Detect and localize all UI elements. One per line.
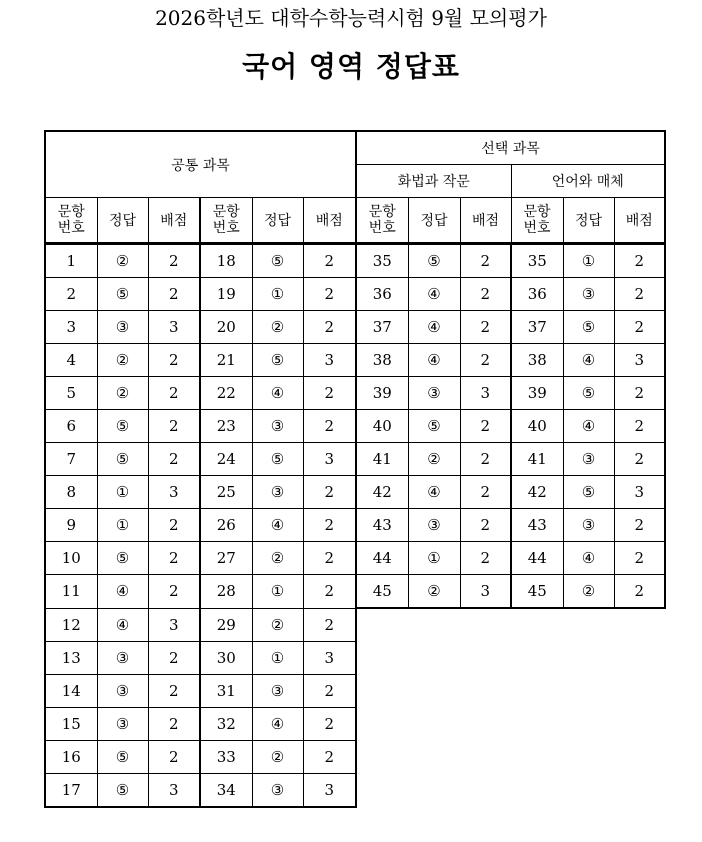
question-number-cell: 18 [200, 244, 252, 278]
answer-cell: ④ [408, 311, 460, 344]
score-cell: 2 [614, 278, 665, 311]
score-cell: 3 [303, 443, 356, 476]
elective-b-header: 언어와 매체 [511, 165, 665, 198]
question-number-cell: 38 [356, 344, 408, 377]
question-number-cell: 32 [200, 707, 252, 740]
table-row [45, 575, 665, 609]
score-cell: 2 [303, 542, 356, 575]
answer-cell: ② [97, 377, 148, 410]
question-number-cell: 41 [511, 443, 563, 476]
question-number-cell: 7 [45, 443, 97, 476]
answer-cell: ⑤ [563, 377, 614, 410]
empty-cell [408, 740, 460, 773]
answer-cell: ① [563, 244, 614, 278]
empty-cell [460, 674, 511, 707]
column-header-answer: 정답 [408, 198, 460, 244]
empty-cell [356, 707, 408, 740]
empty-cell [460, 773, 511, 807]
score-cell: 2 [148, 443, 200, 476]
question-number-cell: 4 [45, 344, 97, 377]
score-cell: 3 [303, 641, 356, 674]
score-cell: 2 [303, 244, 356, 278]
question-number-cell: 38 [511, 344, 563, 377]
empty-cell [408, 641, 460, 674]
score-cell: 2 [614, 542, 665, 575]
question-number-cell: 37 [356, 311, 408, 344]
elective-subject-header: 선택 과목 [356, 131, 665, 165]
answer-cell: ③ [97, 311, 148, 344]
question-number-cell: 11 [45, 575, 97, 609]
score-cell: 2 [614, 575, 665, 609]
empty-cell [356, 641, 408, 674]
question-number-cell: 27 [200, 542, 252, 575]
question-number-cell: 39 [356, 377, 408, 410]
score-cell: 2 [614, 244, 665, 278]
table-row [45, 542, 665, 575]
column-header-score: 배점 [303, 198, 356, 244]
score-cell: 2 [148, 575, 200, 609]
column-header-answer: 정답 [252, 198, 303, 244]
empty-cell [460, 707, 511, 740]
score-cell: 3 [460, 377, 511, 410]
question-number-cell: 40 [356, 410, 408, 443]
question-number-cell: 40 [511, 410, 563, 443]
answer-cell: ④ [252, 377, 303, 410]
empty-cell [408, 608, 460, 641]
table-row [45, 344, 665, 377]
answer-cell: ③ [252, 410, 303, 443]
question-number-cell: 17 [45, 773, 97, 807]
score-cell: 2 [614, 377, 665, 410]
answer-cell: ⑤ [252, 443, 303, 476]
score-cell: 2 [460, 311, 511, 344]
answer-cell: ① [252, 575, 303, 609]
table-row [45, 773, 665, 807]
column-header-question-number [200, 198, 252, 244]
score-cell: 2 [148, 674, 200, 707]
empty-cell [563, 773, 614, 807]
score-cell: 2 [303, 377, 356, 410]
answer-cell: ⑤ [252, 244, 303, 278]
question-number-cell: 8 [45, 476, 97, 509]
question-number-cell: 28 [200, 575, 252, 609]
empty-cell [614, 608, 665, 641]
score-cell: 2 [148, 740, 200, 773]
answer-cell: ④ [563, 542, 614, 575]
column-header-question-number-line1: 문항 [212, 204, 240, 220]
column-header-question-number [356, 198, 408, 244]
empty-cell [408, 674, 460, 707]
score-cell: 2 [148, 542, 200, 575]
answer-body [45, 244, 665, 807]
question-number-cell: 22 [200, 377, 252, 410]
column-header-question-number-line1: 문항 [368, 204, 396, 220]
score-cell: 2 [460, 410, 511, 443]
question-number-cell: 43 [356, 509, 408, 542]
question-number-cell: 42 [356, 476, 408, 509]
empty-cell [614, 707, 665, 740]
table-row [45, 674, 665, 707]
score-cell: 2 [614, 443, 665, 476]
answer-cell: ④ [563, 344, 614, 377]
answer-cell: ④ [408, 344, 460, 377]
column-header-score: 배점 [148, 198, 200, 244]
empty-cell [356, 773, 408, 807]
question-number-cell: 45 [356, 575, 408, 609]
answer-cell: ⑤ [97, 740, 148, 773]
answer-cell: ⑤ [252, 344, 303, 377]
empty-cell [563, 674, 614, 707]
answer-cell: ② [252, 542, 303, 575]
score-cell: 2 [303, 410, 356, 443]
score-cell: 2 [148, 344, 200, 377]
question-number-cell: 26 [200, 509, 252, 542]
score-cell: 2 [148, 410, 200, 443]
answer-cell: ③ [97, 641, 148, 674]
question-number-cell: 12 [45, 608, 97, 641]
empty-cell [511, 740, 563, 773]
answer-cell: ① [97, 509, 148, 542]
question-number-cell: 10 [45, 542, 97, 575]
common-subject-header: 공통 과목 [45, 131, 356, 198]
column-header-question-number-line1: 문항 [523, 204, 551, 220]
answer-cell: ③ [252, 674, 303, 707]
score-cell: 3 [148, 608, 200, 641]
score-cell: 2 [303, 509, 356, 542]
question-number-cell: 2 [45, 278, 97, 311]
empty-cell [356, 740, 408, 773]
question-number-cell: 36 [511, 278, 563, 311]
table-row [45, 509, 665, 542]
answer-cell: ④ [252, 509, 303, 542]
score-cell: 2 [148, 509, 200, 542]
answer-cell: ④ [97, 608, 148, 641]
answer-cell: ⑤ [408, 244, 460, 278]
question-number-cell: 5 [45, 377, 97, 410]
empty-cell [614, 773, 665, 807]
answer-cell: ③ [408, 509, 460, 542]
answer-cell: ⑤ [97, 443, 148, 476]
answer-cell: ⑤ [97, 278, 148, 311]
answer-cell: ① [97, 476, 148, 509]
score-cell: 3 [614, 344, 665, 377]
answer-cell: ③ [408, 377, 460, 410]
question-number-cell: 1 [45, 244, 97, 278]
score-cell: 3 [614, 476, 665, 509]
answer-cell: ② [97, 344, 148, 377]
empty-cell [614, 740, 665, 773]
score-cell: 2 [460, 244, 511, 278]
column-header-question-number [45, 198, 97, 244]
question-number-cell: 45 [511, 575, 563, 609]
answer-cell: ③ [563, 278, 614, 311]
column-header-row [45, 198, 665, 244]
column-header-answer: 정답 [563, 198, 614, 244]
empty-cell [408, 773, 460, 807]
column-header-question-number-line1: 문항 [57, 204, 85, 220]
empty-cell [356, 674, 408, 707]
score-cell: 2 [460, 542, 511, 575]
table-row [45, 641, 665, 674]
elective-a-header: 화법과 작문 [356, 165, 511, 198]
empty-cell [511, 608, 563, 641]
answer-cell: ③ [252, 476, 303, 509]
empty-cell [460, 740, 511, 773]
question-number-cell: 24 [200, 443, 252, 476]
empty-cell [614, 641, 665, 674]
question-number-cell: 13 [45, 641, 97, 674]
answer-cell: ⑤ [408, 410, 460, 443]
answer-cell: ② [97, 244, 148, 278]
answer-cell: ① [408, 542, 460, 575]
score-cell: 2 [303, 575, 356, 609]
score-cell: 3 [148, 773, 200, 807]
score-cell: 2 [614, 410, 665, 443]
score-cell: 2 [303, 674, 356, 707]
score-cell: 2 [148, 641, 200, 674]
exam-subtitle: 2026학년도 대학수학능력시험 9월 모의평가 [155, 6, 547, 30]
question-number-cell: 31 [200, 674, 252, 707]
answer-table [44, 130, 666, 808]
score-cell: 3 [148, 311, 200, 344]
empty-cell [511, 707, 563, 740]
table-row [45, 443, 665, 476]
table-row [45, 476, 665, 509]
answer-cell: ① [252, 278, 303, 311]
question-number-cell: 30 [200, 641, 252, 674]
question-number-cell: 37 [511, 311, 563, 344]
score-cell: 2 [303, 476, 356, 509]
score-cell: 2 [303, 707, 356, 740]
column-header-question-number-line2: 번호 [212, 220, 240, 236]
column-header-question-number-line2: 번호 [523, 220, 551, 236]
score-cell: 2 [148, 707, 200, 740]
answer-cell: ② [252, 740, 303, 773]
question-number-cell: 36 [356, 278, 408, 311]
question-number-cell: 15 [45, 707, 97, 740]
score-cell: 2 [614, 509, 665, 542]
table-row [45, 608, 665, 641]
question-number-cell: 9 [45, 509, 97, 542]
score-cell: 2 [303, 740, 356, 773]
empty-cell [563, 740, 614, 773]
question-number-cell: 29 [200, 608, 252, 641]
question-number-cell: 16 [45, 740, 97, 773]
table-row [45, 740, 665, 773]
question-number-cell: 34 [200, 773, 252, 807]
empty-cell [511, 773, 563, 807]
column-header-question-number [511, 198, 563, 244]
table-row [45, 244, 665, 278]
answer-cell: ② [563, 575, 614, 609]
answer-cell: ⑤ [563, 311, 614, 344]
score-cell: 2 [303, 311, 356, 344]
answer-cell: ② [252, 311, 303, 344]
table-row [45, 410, 665, 443]
question-number-cell: 35 [511, 244, 563, 278]
question-number-cell: 35 [356, 244, 408, 278]
score-cell: 3 [303, 773, 356, 807]
answer-cell: ④ [97, 575, 148, 609]
answer-cell: ② [252, 608, 303, 641]
answer-cell: ④ [408, 476, 460, 509]
score-cell: 2 [148, 278, 200, 311]
answer-cell: ③ [563, 509, 614, 542]
table-row [45, 707, 665, 740]
empty-cell [563, 707, 614, 740]
answer-cell: ④ [252, 707, 303, 740]
question-number-cell: 21 [200, 344, 252, 377]
question-number-cell: 44 [511, 542, 563, 575]
answer-cell: ④ [563, 410, 614, 443]
question-number-cell: 14 [45, 674, 97, 707]
question-number-cell: 43 [511, 509, 563, 542]
question-number-cell: 33 [200, 740, 252, 773]
score-cell: 2 [148, 244, 200, 278]
page-title: 국어 영역 정답표 [242, 50, 460, 83]
column-header-question-number-line2: 번호 [368, 220, 396, 236]
answer-cell: ① [252, 641, 303, 674]
answer-cell: ② [408, 575, 460, 609]
score-cell: 2 [460, 476, 511, 509]
question-number-cell: 25 [200, 476, 252, 509]
answer-cell: ⑤ [97, 773, 148, 807]
empty-cell [460, 641, 511, 674]
score-cell: 2 [303, 608, 356, 641]
empty-cell [511, 641, 563, 674]
score-cell: 2 [148, 377, 200, 410]
score-cell: 2 [614, 311, 665, 344]
empty-cell [614, 674, 665, 707]
answer-cell: ③ [563, 443, 614, 476]
table-row [45, 377, 665, 410]
score-cell: 3 [148, 476, 200, 509]
question-number-cell: 6 [45, 410, 97, 443]
empty-cell [563, 608, 614, 641]
answer-cell: ③ [252, 773, 303, 807]
column-header-score: 배점 [460, 198, 511, 244]
score-cell: 2 [460, 443, 511, 476]
question-number-cell: 3 [45, 311, 97, 344]
empty-cell [563, 641, 614, 674]
empty-cell [460, 608, 511, 641]
table-row [45, 311, 665, 344]
answer-cell: ⑤ [97, 542, 148, 575]
score-cell: 2 [460, 278, 511, 311]
question-number-cell: 23 [200, 410, 252, 443]
question-number-cell: 19 [200, 278, 252, 311]
score-cell: 2 [303, 278, 356, 311]
column-header-answer: 정답 [97, 198, 148, 244]
answer-cell: ⑤ [563, 476, 614, 509]
score-cell: 3 [303, 344, 356, 377]
empty-cell [408, 707, 460, 740]
column-header-score: 배점 [614, 198, 665, 244]
question-number-cell: 20 [200, 311, 252, 344]
answer-cell: ④ [408, 278, 460, 311]
answer-cell: ③ [97, 707, 148, 740]
question-number-cell: 39 [511, 377, 563, 410]
answer-cell: ③ [97, 674, 148, 707]
question-number-cell: 44 [356, 542, 408, 575]
table-row [45, 278, 665, 311]
score-cell: 3 [460, 575, 511, 609]
question-number-cell: 42 [511, 476, 563, 509]
column-header-question-number-line2: 번호 [57, 220, 85, 236]
score-cell: 2 [460, 344, 511, 377]
empty-cell [356, 608, 408, 641]
answer-cell: ② [408, 443, 460, 476]
empty-cell [511, 674, 563, 707]
score-cell: 2 [460, 509, 511, 542]
answer-cell: ⑤ [97, 410, 148, 443]
question-number-cell: 41 [356, 443, 408, 476]
